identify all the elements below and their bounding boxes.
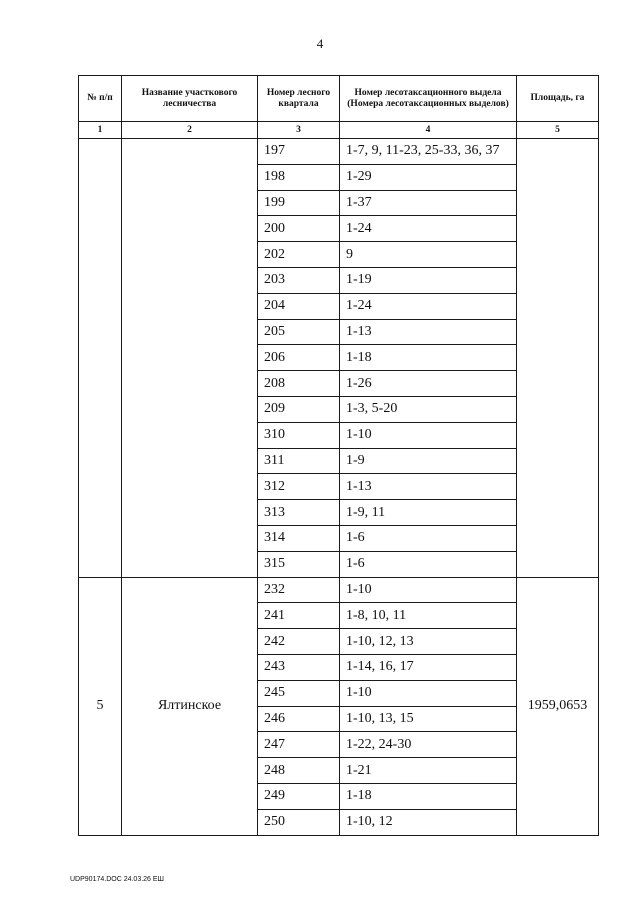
- header-row: [79, 76, 599, 122]
- header-number: № п/п: [79, 76, 122, 122]
- vydel-cell: 1-6: [340, 525, 517, 551]
- header-vydel: Номер лесотаксационного выдела (Номера лесотаксационных выделов): [340, 76, 517, 122]
- name-cell: [122, 139, 258, 578]
- kvartal-cell: 205: [258, 319, 340, 345]
- kvartal-cell: 246: [258, 706, 340, 732]
- vydel-cell: 1-19: [340, 267, 517, 293]
- kvartal-cell: 313: [258, 500, 340, 526]
- number-cell: [79, 139, 122, 578]
- vydel-cell: 1-37: [340, 190, 517, 216]
- vydel-cell: 1-10, 12, 13: [340, 629, 517, 655]
- area-cell: [517, 139, 599, 578]
- vydel-cell: 1-3, 5-20: [340, 396, 517, 422]
- kvartal-cell: 209: [258, 396, 340, 422]
- vydel-cell: 1-29: [340, 164, 517, 190]
- kvartal-cell: 202: [258, 242, 340, 268]
- kvartal-cell: 206: [258, 345, 340, 371]
- forestry-name: Ялтинское: [122, 577, 258, 835]
- kvartal-cell: 203: [258, 267, 340, 293]
- kvartal-cell: 199: [258, 190, 340, 216]
- kvartal-cell: 249: [258, 783, 340, 809]
- column-number: 4: [340, 122, 517, 139]
- column-number: 1: [79, 122, 122, 139]
- vydel-cell: 1-21: [340, 758, 517, 784]
- vydel-cell: 1-10: [340, 422, 517, 448]
- column-number: 3: [258, 122, 340, 139]
- vydel-cell: 1-24: [340, 216, 517, 242]
- document-footer: UDP90174.DOC 24.03.26 ЕШ: [70, 876, 164, 883]
- column-number: 2: [122, 122, 258, 139]
- vydel-cell: 1-13: [340, 319, 517, 345]
- kvartal-cell: 250: [258, 809, 340, 835]
- kvartal-cell: 247: [258, 732, 340, 758]
- kvartal-cell: 242: [258, 629, 340, 655]
- vydel-cell: 9: [340, 242, 517, 268]
- kvartal-cell: 197: [258, 139, 340, 165]
- kvartal-cell: 243: [258, 654, 340, 680]
- kvartal-cell: 200: [258, 216, 340, 242]
- kvartal-cell: 198: [258, 164, 340, 190]
- kvartal-cell: 208: [258, 371, 340, 397]
- vydel-cell: 1-10, 13, 15: [340, 706, 517, 732]
- forest-table: [78, 75, 599, 836]
- kvartal-cell: 315: [258, 551, 340, 577]
- vydel-cell: 1-7, 9, 11-23, 25-33, 36, 37: [340, 139, 517, 165]
- kvartal-cell: 245: [258, 680, 340, 706]
- kvartal-cell: 232: [258, 577, 340, 603]
- vydel-cell: 1-10: [340, 680, 517, 706]
- vydel-cell: 1-10: [340, 577, 517, 603]
- kvartal-cell: 314: [258, 525, 340, 551]
- forestry-area: 1959,0653: [517, 577, 599, 835]
- vydel-cell: 1-22, 24-30: [340, 732, 517, 758]
- vydel-cell: 1-14, 16, 17: [340, 654, 517, 680]
- vydel-cell: 1-26: [340, 371, 517, 397]
- column-number-row: [79, 122, 599, 139]
- page-number: 4: [316, 36, 324, 51]
- vydel-cell: 1-9: [340, 448, 517, 474]
- vydel-cell: 1-24: [340, 293, 517, 319]
- vydel-cell: 1-18: [340, 783, 517, 809]
- header-name: Название участкового лесничества: [122, 76, 258, 122]
- vydel-cell: 1-6: [340, 551, 517, 577]
- column-number: 5: [517, 122, 599, 139]
- table-row: [79, 577, 599, 603]
- vydel-cell: 1-10, 12: [340, 809, 517, 835]
- kvartal-cell: 204: [258, 293, 340, 319]
- vydel-cell: 1-18: [340, 345, 517, 371]
- header-kvartal: Номер лесного квартала: [258, 76, 340, 122]
- kvartal-cell: 310: [258, 422, 340, 448]
- vydel-cell: 1-8, 10, 11: [340, 603, 517, 629]
- kvartal-cell: 312: [258, 474, 340, 500]
- table-row: [79, 139, 599, 165]
- vydel-cell: 1-13: [340, 474, 517, 500]
- vydel-cell: 1-9, 11: [340, 500, 517, 526]
- kvartal-cell: 248: [258, 758, 340, 784]
- header-area: Площадь, га: [517, 76, 599, 122]
- forestry-number: 5: [79, 577, 122, 835]
- kvartal-cell: 241: [258, 603, 340, 629]
- kvartal-cell: 311: [258, 448, 340, 474]
